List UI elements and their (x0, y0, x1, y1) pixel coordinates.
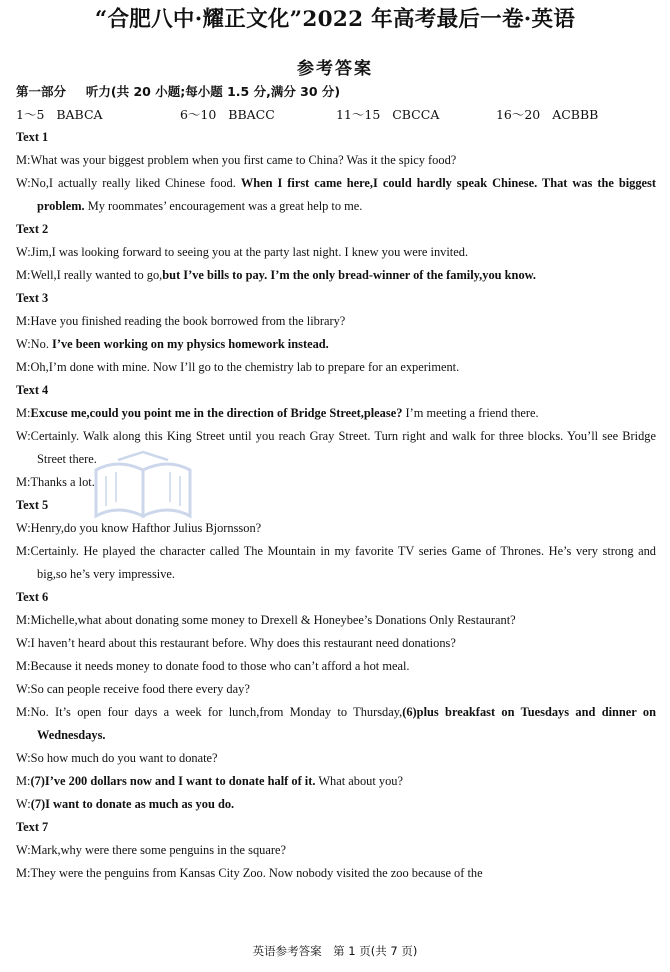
section-description: 听力(共 20 小题;每小题 1.5 分,满分 30 分) (85, 84, 341, 99)
answer-keys-row (16, 105, 656, 123)
page-title: “合肥八中·耀正文化”2022 年高考最后一卷·英语 (94, 7, 576, 32)
dialogue-line: W:Certainly. Walk along this King Street until you reach Gray Street. Turn right and walk for three blocks. You’ll see Bridge Street there. (16, 429, 656, 466)
dialogue-line: M:Well,I really wanted to go,but I’ve bills to pay. I’m the only bread-winner of the family,you know. (16, 268, 536, 282)
dialogue-line: W:So how much do you want to donate? (16, 751, 218, 765)
dialogue-line: W:Henry,do you know Hafthor Julius Bjornsson? (16, 521, 262, 535)
answer-highlight: (7)I want to donate as much as you do. (30, 797, 235, 811)
dialogue-line: W:Mark,why were there some penguins in the square? (16, 843, 286, 857)
dialogue-line: W:So can people receive food there every day? (16, 682, 250, 696)
book-watermark-icon (88, 450, 198, 522)
section-name: 第一部分 (16, 84, 67, 99)
dialogue-line: M:(7)I’ve 200 dollars now and I want to donate half of it. What about you? (16, 774, 403, 788)
page-footer: 英语参考答案 第 1 页(共 7 页) (252, 944, 418, 958)
dialogue-line: M:Because it needs money to donate food to those who can’t afford a hot meal. (16, 659, 410, 673)
text-label: Text 3 (16, 291, 49, 305)
answer-highlight: I’ve been working on my physics homework instead. (52, 337, 329, 351)
answer-group: 6～10 BBACC (179, 107, 275, 122)
answer-highlight: (6)plus breakfast on Tuesdays and dinner on Wednesdays. (37, 705, 656, 742)
answer-group: 1～5 BABCA (16, 107, 103, 122)
section-heading (16, 82, 340, 100)
page-subtitle: 参考答案 (297, 59, 373, 79)
answer-highlight: but I’ve bills to pay. I’m the only bread-winner of the family,you know. (162, 268, 536, 282)
dialogue-line: W:Jim,I was looking forward to seeing you at the party last night. I knew you were invited. (16, 245, 469, 259)
answer-group: 16～20 ACBBB (495, 107, 599, 122)
text-label: Text 4 (16, 383, 49, 397)
dialogue-line: M:Certainly. He played the character called The Mountain in my favorite TV series Game of Thrones. He’s very strong and big,so he’s very impressive. (16, 544, 656, 581)
answer-group: 11～15 CBCCA (335, 107, 440, 122)
text-label: Text 2 (16, 222, 49, 236)
dialogue-line: M:Have you finished reading the book borrowed from the library? (16, 314, 346, 328)
answer-highlight: (7)I’ve 200 dollars now and I want to donate half of it. (30, 774, 316, 788)
answer-highlight: Excuse me,could you point me in the direction of Bridge Street,please? (30, 406, 403, 420)
dialogue-line: M:Excuse me,could you point me in the direction of Bridge Street,please? I’m meeting a friend there. (16, 406, 539, 420)
dialogue-line: M:What was your biggest problem when you first came to China? Was it the spicy food? (16, 153, 457, 167)
dialogue-line: M:Thanks a lot. (16, 475, 95, 489)
dialogue-line: M:Michelle,what about donating some money to Drexell & Honeybee’s Donations Only Restaurant? (16, 613, 516, 627)
text-label: Text 1 (16, 130, 49, 144)
dialogue-line: W:(7)I want to donate as much as you do. (16, 797, 235, 811)
dialogue-line: W:No. I’ve been working on my physics homework instead. (16, 337, 329, 351)
text-label: Text 6 (16, 590, 49, 604)
dialogue-line: M:No. It’s open four days a week for lunch,from Monday to Thursday,(6)plus breakfast on Tuesdays and dinner on Wednesdays. (16, 705, 656, 742)
dialogue-line: M:Oh,I’m done with mine. Now I’ll go to the chemistry lab to prepare for an experiment. (16, 360, 460, 374)
dialogue-line: W:No,I actually really liked Chinese food. When I first came here,I could hardly speak Chinese. That was the biggest problem. My roommates’ encouragement was a great help to me. (16, 176, 656, 213)
answer-highlight: When I first came here,I could hardly speak Chinese. That was the biggest problem. (37, 176, 656, 213)
dialogue-line: W:I haven’t heard about this restaurant before. Why does this restaurant need donations? (16, 636, 456, 650)
text-label: Text 7 (16, 820, 49, 834)
dialogue-line: M:They were the penguins from Kansas City Zoo. Now nobody visited the zoo because of the (16, 866, 483, 880)
text-label: Text 5 (16, 498, 49, 512)
